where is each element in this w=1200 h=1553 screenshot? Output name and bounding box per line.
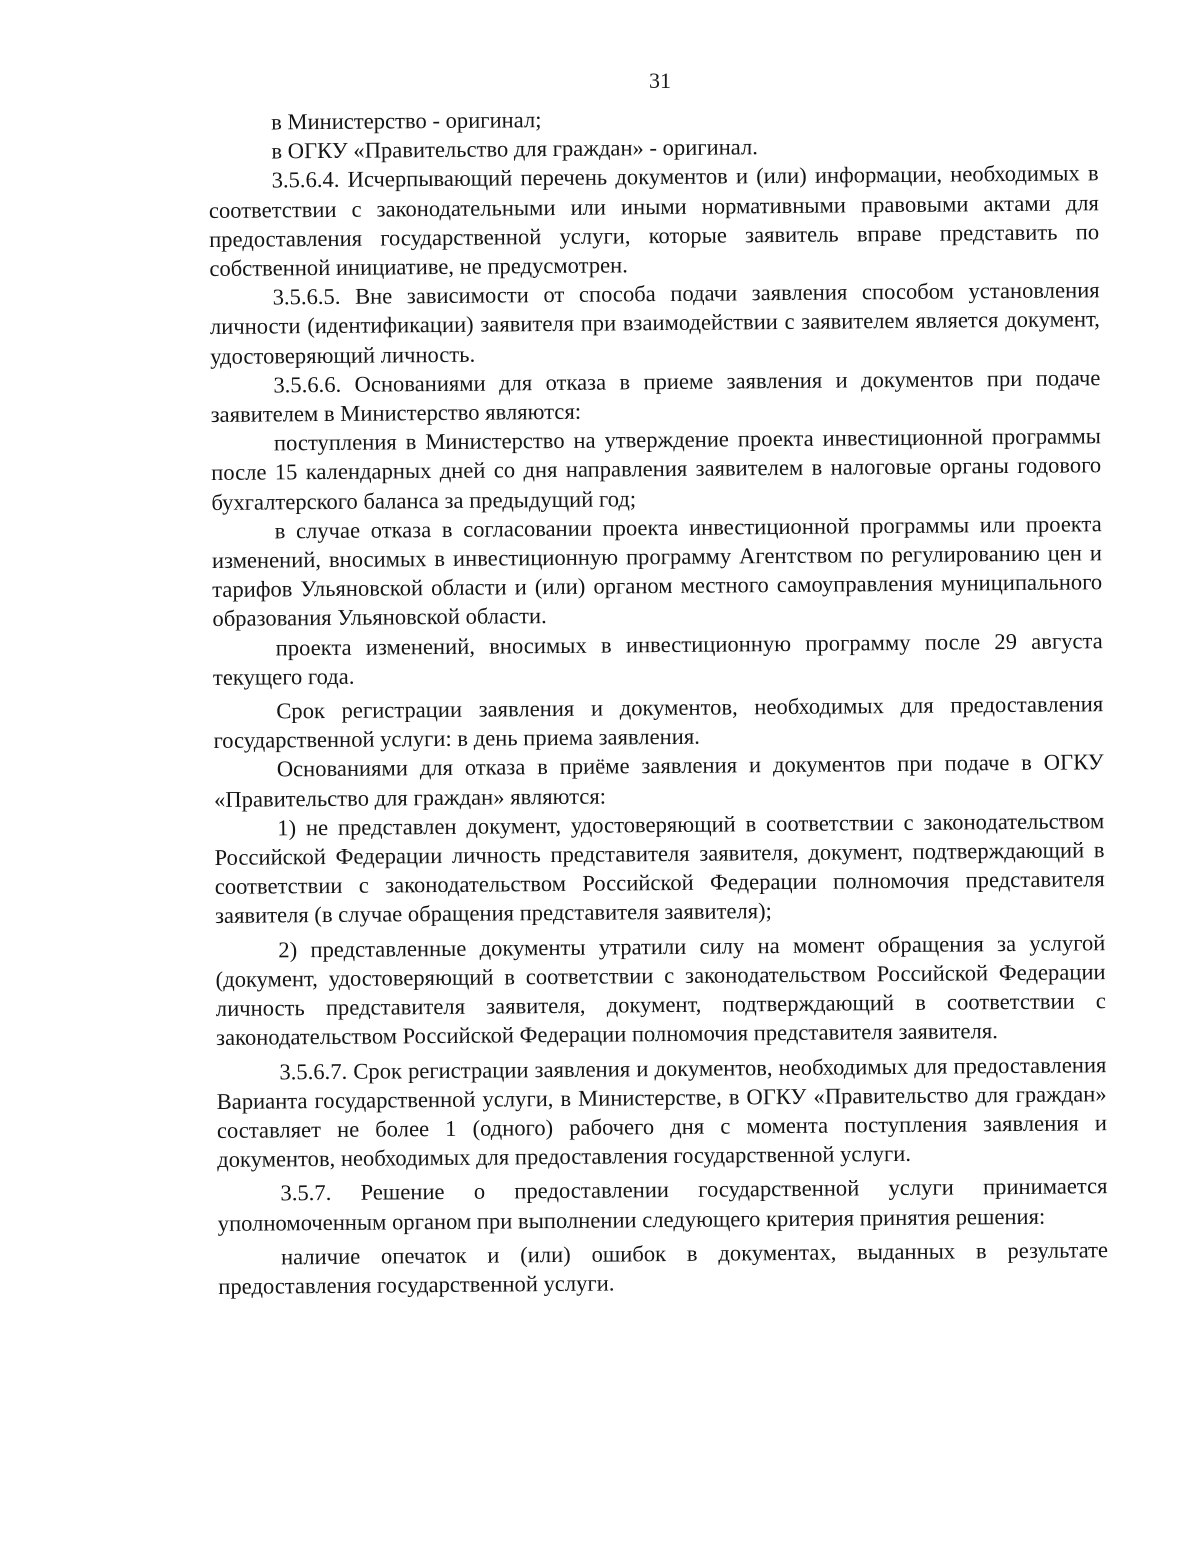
document-body [208,100,1108,1301]
paragraph-3-5-7: 3.5.7. Решение о предоставлении государственной услуги принимается уполномоченным органом при выполнении следующего критерия принятия решения: [217,1173,1108,1236]
page-number: 31 [649,68,671,93]
paragraph-3-5-6-7: 3.5.6.7. Срок регистрации заявления и документов, необходимых для предоставления Варианта государственной услуги, в Министерстве, в ОГКУ «Правительство для граждан» составляет не более 1 (одного) рабочего дня с момента поступления заявления и документов, необходимых для предоставления государственной услуги. [216,1051,1107,1173]
paragraph-ogku-refusal: Основаниями для отказа в приёме заявления и документов при подаче в ОГКУ «Правительство для граждан» являются: [213,749,1104,812]
paragraph-to-ministry: в Министерство - оригинал; [271,107,542,135]
paragraph-reason-1: 1) не представлен документ, удостоверяющий в соответствии с законодательством Российской Федерации личность представителя заявителя, документ, подтверждающий в соответствии с законодательством Российской Федерации полномочия представителя заявителя (в случае обращения представителя заявителя); [214,808,1105,929]
paragraph-3-5-6-6: 3.5.6.6. Основаниями для отказа в приеме заявления и документов при подаче заявителем в Министерство являются: [210,365,1101,428]
paragraph-3-5-6-4: 3.5.6.4. Исчерпывающий перечень документов и (или) информации, необходимых в соответствии с законодательными или иными нормативными правовыми актами для предоставления государственной услуги, которые заявитель вправе представить по собственной инициативе, не предусмотрен. [208,160,1100,282]
paragraph-registration-term: Срок регистрации заявления и документов, необходимых для предоставления государственной услуги: в день приема заявления. [213,691,1104,754]
paragraph-3-5-6-5: 3.5.6.5. Вне зависимости от способа подачи заявления способом установления личности (идентификации) заявителя при взаимодействии с заявителем является документ, удостоверяющий личность. [209,277,1100,369]
paragraph-refusal-august: проекта изменений, вносимых в инвестиционную программу после 29 августа текущего года. [212,627,1103,690]
paragraph-refusal-agreement: в случае отказа в согласовании проекта инвестиционной программы или проекта изменений, вносимых в инвестиционную программу Агентством по регулированию цен и тарифов Ульяновской области и (или) органом местного самоуправления муниципального образования Ульяновской области. [211,511,1103,632]
paragraph-criterion: наличие опечаток и (или) ошибок в документах, выданных в результате предоставления государственной услуги. [218,1236,1109,1299]
paragraph-to-ogku: в ОГКУ «Правительство для граждан» - оригинал. [271,134,759,164]
paragraph-reason-2: 2) представленные документы утратили силу на момент обращения за услугой (документ, удостоверяющий в соответствии с законодательством Российской Федерации личность представителя заявителя, документ, подтверждающий в соответствии с законодательством Российской Федерации полномочия представителя заявителя. [215,929,1106,1051]
paragraph-refusal-deadline: поступления в Министерство на утверждение проекта инвестиционной программы после 15 календарных дней со дня направления заявителем в налоговые органы годового бухгалтерского баланса за предыдущий год; [211,423,1102,515]
